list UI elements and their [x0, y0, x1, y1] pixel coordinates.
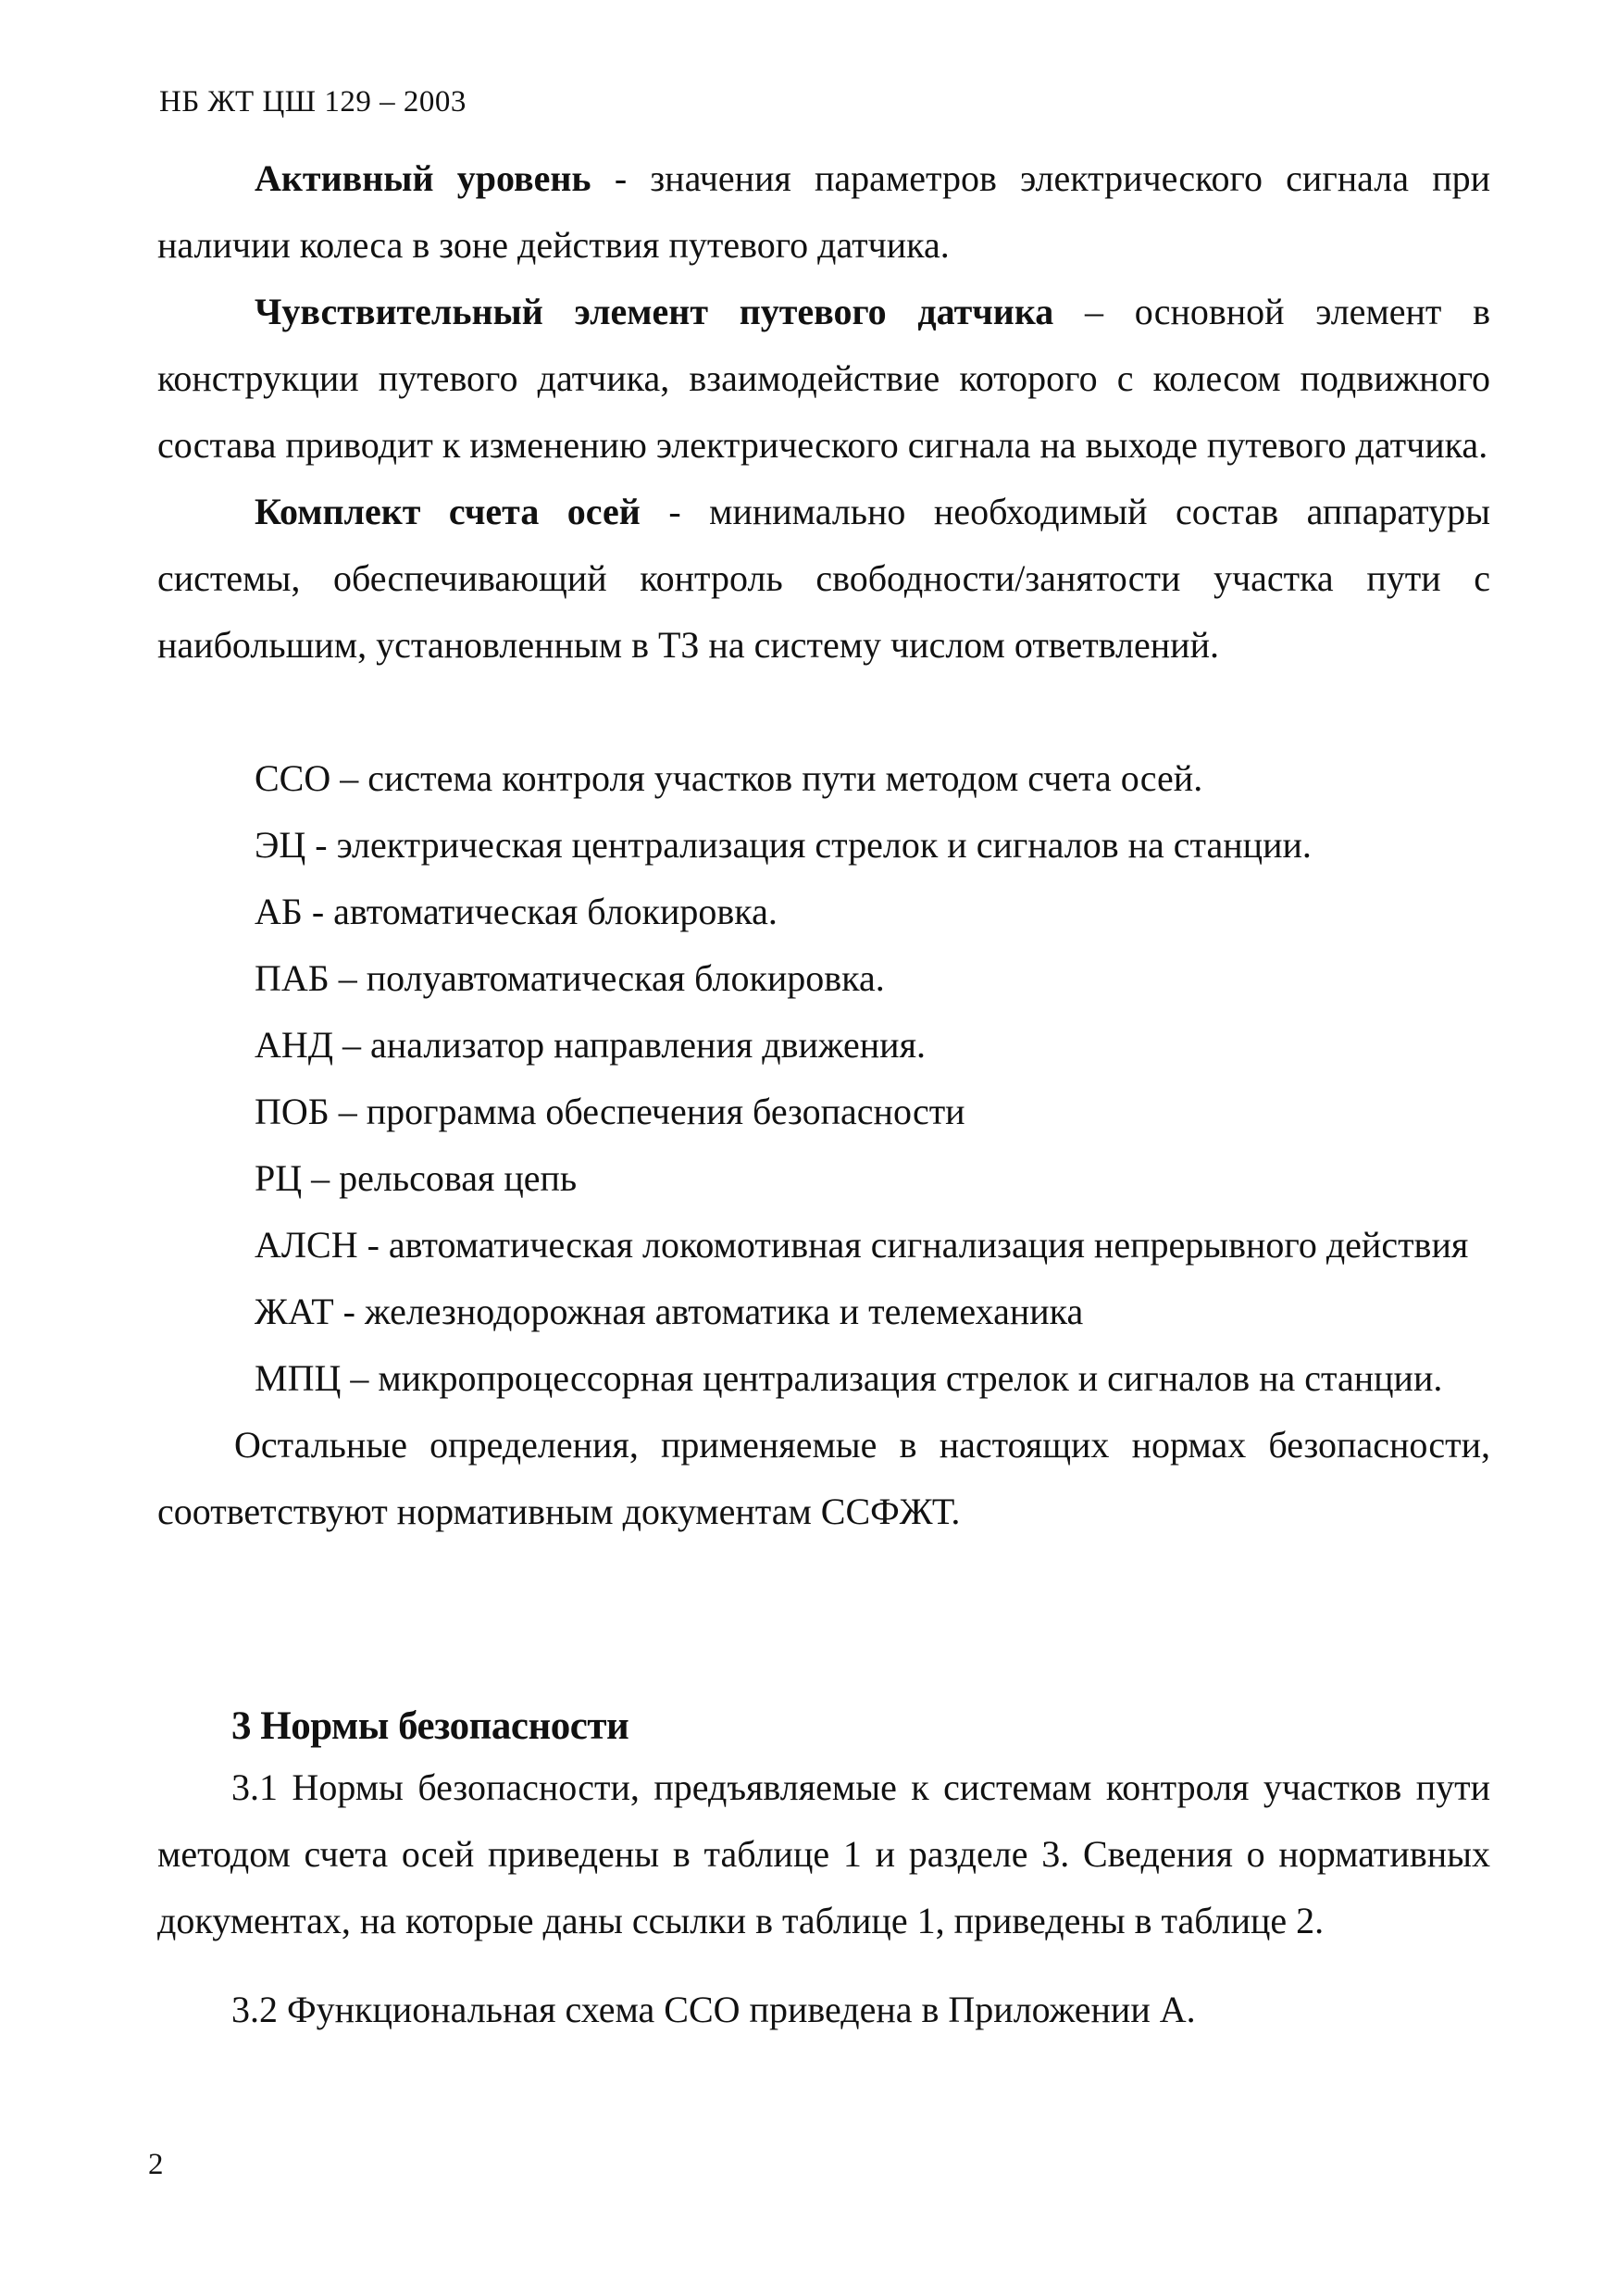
abbreviation-item: ССО – система контроля участков пути методом счета осей. — [255, 757, 1203, 799]
section-paragraph-3-2: 3.2 Функциональная схема ССО приведена в Приложении А. — [231, 1989, 1196, 2030]
section-paragraph-3-1: 3.1 Нормы безопасности, предъявляемые к системам контроля участков пути методом счета осей приведены в таблице 1 и разделе 3. Сведения о нормативных документах, на которые даны ссылки в таблице 1, приведены в таблице 2. — [157, 1766, 1490, 1941]
abbreviation-item: ПОБ – программа обеспечения безопасности — [255, 1091, 965, 1132]
abbreviation-item: МПЦ – микропроцессорная централизация стрелок и сигналов на станции. — [255, 1357, 1443, 1399]
definition-text: основной элемент в конструкции путевого датчика, взаимодействие которого с колесом подвижного состава приводит к изменению электрического сигнала на выходе путевого датчика. — [157, 291, 1490, 466]
definition-text: минимально необходимый состав аппаратуры системы, обеспечивающий контроль свободности/занятости участка пути с наибольшим, установленным в ТЗ на систему числом ответвлений. — [157, 491, 1490, 666]
definition-term: Комплект счета осей — [255, 491, 641, 532]
definition-sensing-element: Чувствительный элемент путевого датчика – основной элемент в конструкции путевого датчика, взаимодействие которого с колесом подвижного состава приводит к изменению электрического сигнала на выходе путевого датчика. — [157, 291, 1490, 466]
abbreviation-item: АНД – анализатор направления движения. — [255, 1024, 926, 1066]
definition-active-level: Активный уровень - значения параметров электрического сигнала при наличии колеса в зоне действия путевого датчика. — [157, 157, 1491, 266]
definition-axle-counter-set: Комплект счета осей - минимально необходимый состав аппаратуры системы, обеспечивающий контроль свободности/занятости участка пути с наибольшим, установленным в ТЗ на систему числом ответвлений. — [157, 491, 1490, 666]
definition-text: значения параметров электрического сигнала при наличии колеса в зоне действия путевого датчика. — [157, 157, 1491, 266]
abbreviations-block — [157, 745, 1490, 1545]
abbreviation-item: ЭЦ - электрическая централизация стрелок и сигналов на станции. — [255, 824, 1312, 866]
definitions-block — [157, 145, 1490, 679]
abbreviation-item: РЦ – рельсовая цепь — [255, 1157, 578, 1199]
page-number: 2 — [148, 2148, 164, 2181]
section-body — [157, 1754, 1490, 2043]
abbreviation-item: АБ - автоматическая блокировка. — [255, 891, 778, 932]
definition-term: Чувствительный элемент путевого датчика — [255, 291, 1054, 332]
abbreviation-item: АЛСН - автоматическая локомотивная сигнализация непрерывного действия — [255, 1224, 1469, 1266]
abbreviation-item: ПАБ – полуавтоматическая блокировка. — [255, 957, 885, 999]
document-code-header: НБ ЖТ ЦШ 129 – 2003 — [159, 85, 467, 119]
definition-term: Активный уровень — [255, 157, 591, 199]
abbreviation-item: ЖАТ - железнодорожная автоматика и телемеханика — [255, 1291, 1084, 1332]
section-heading: 3 Нормы безопасности — [231, 1704, 629, 1748]
closing-paragraph: Остальные определения, применяемые в настоящих нормах безопасности, соответствуют нормативным документам ССФЖТ. — [157, 1424, 1490, 1532]
